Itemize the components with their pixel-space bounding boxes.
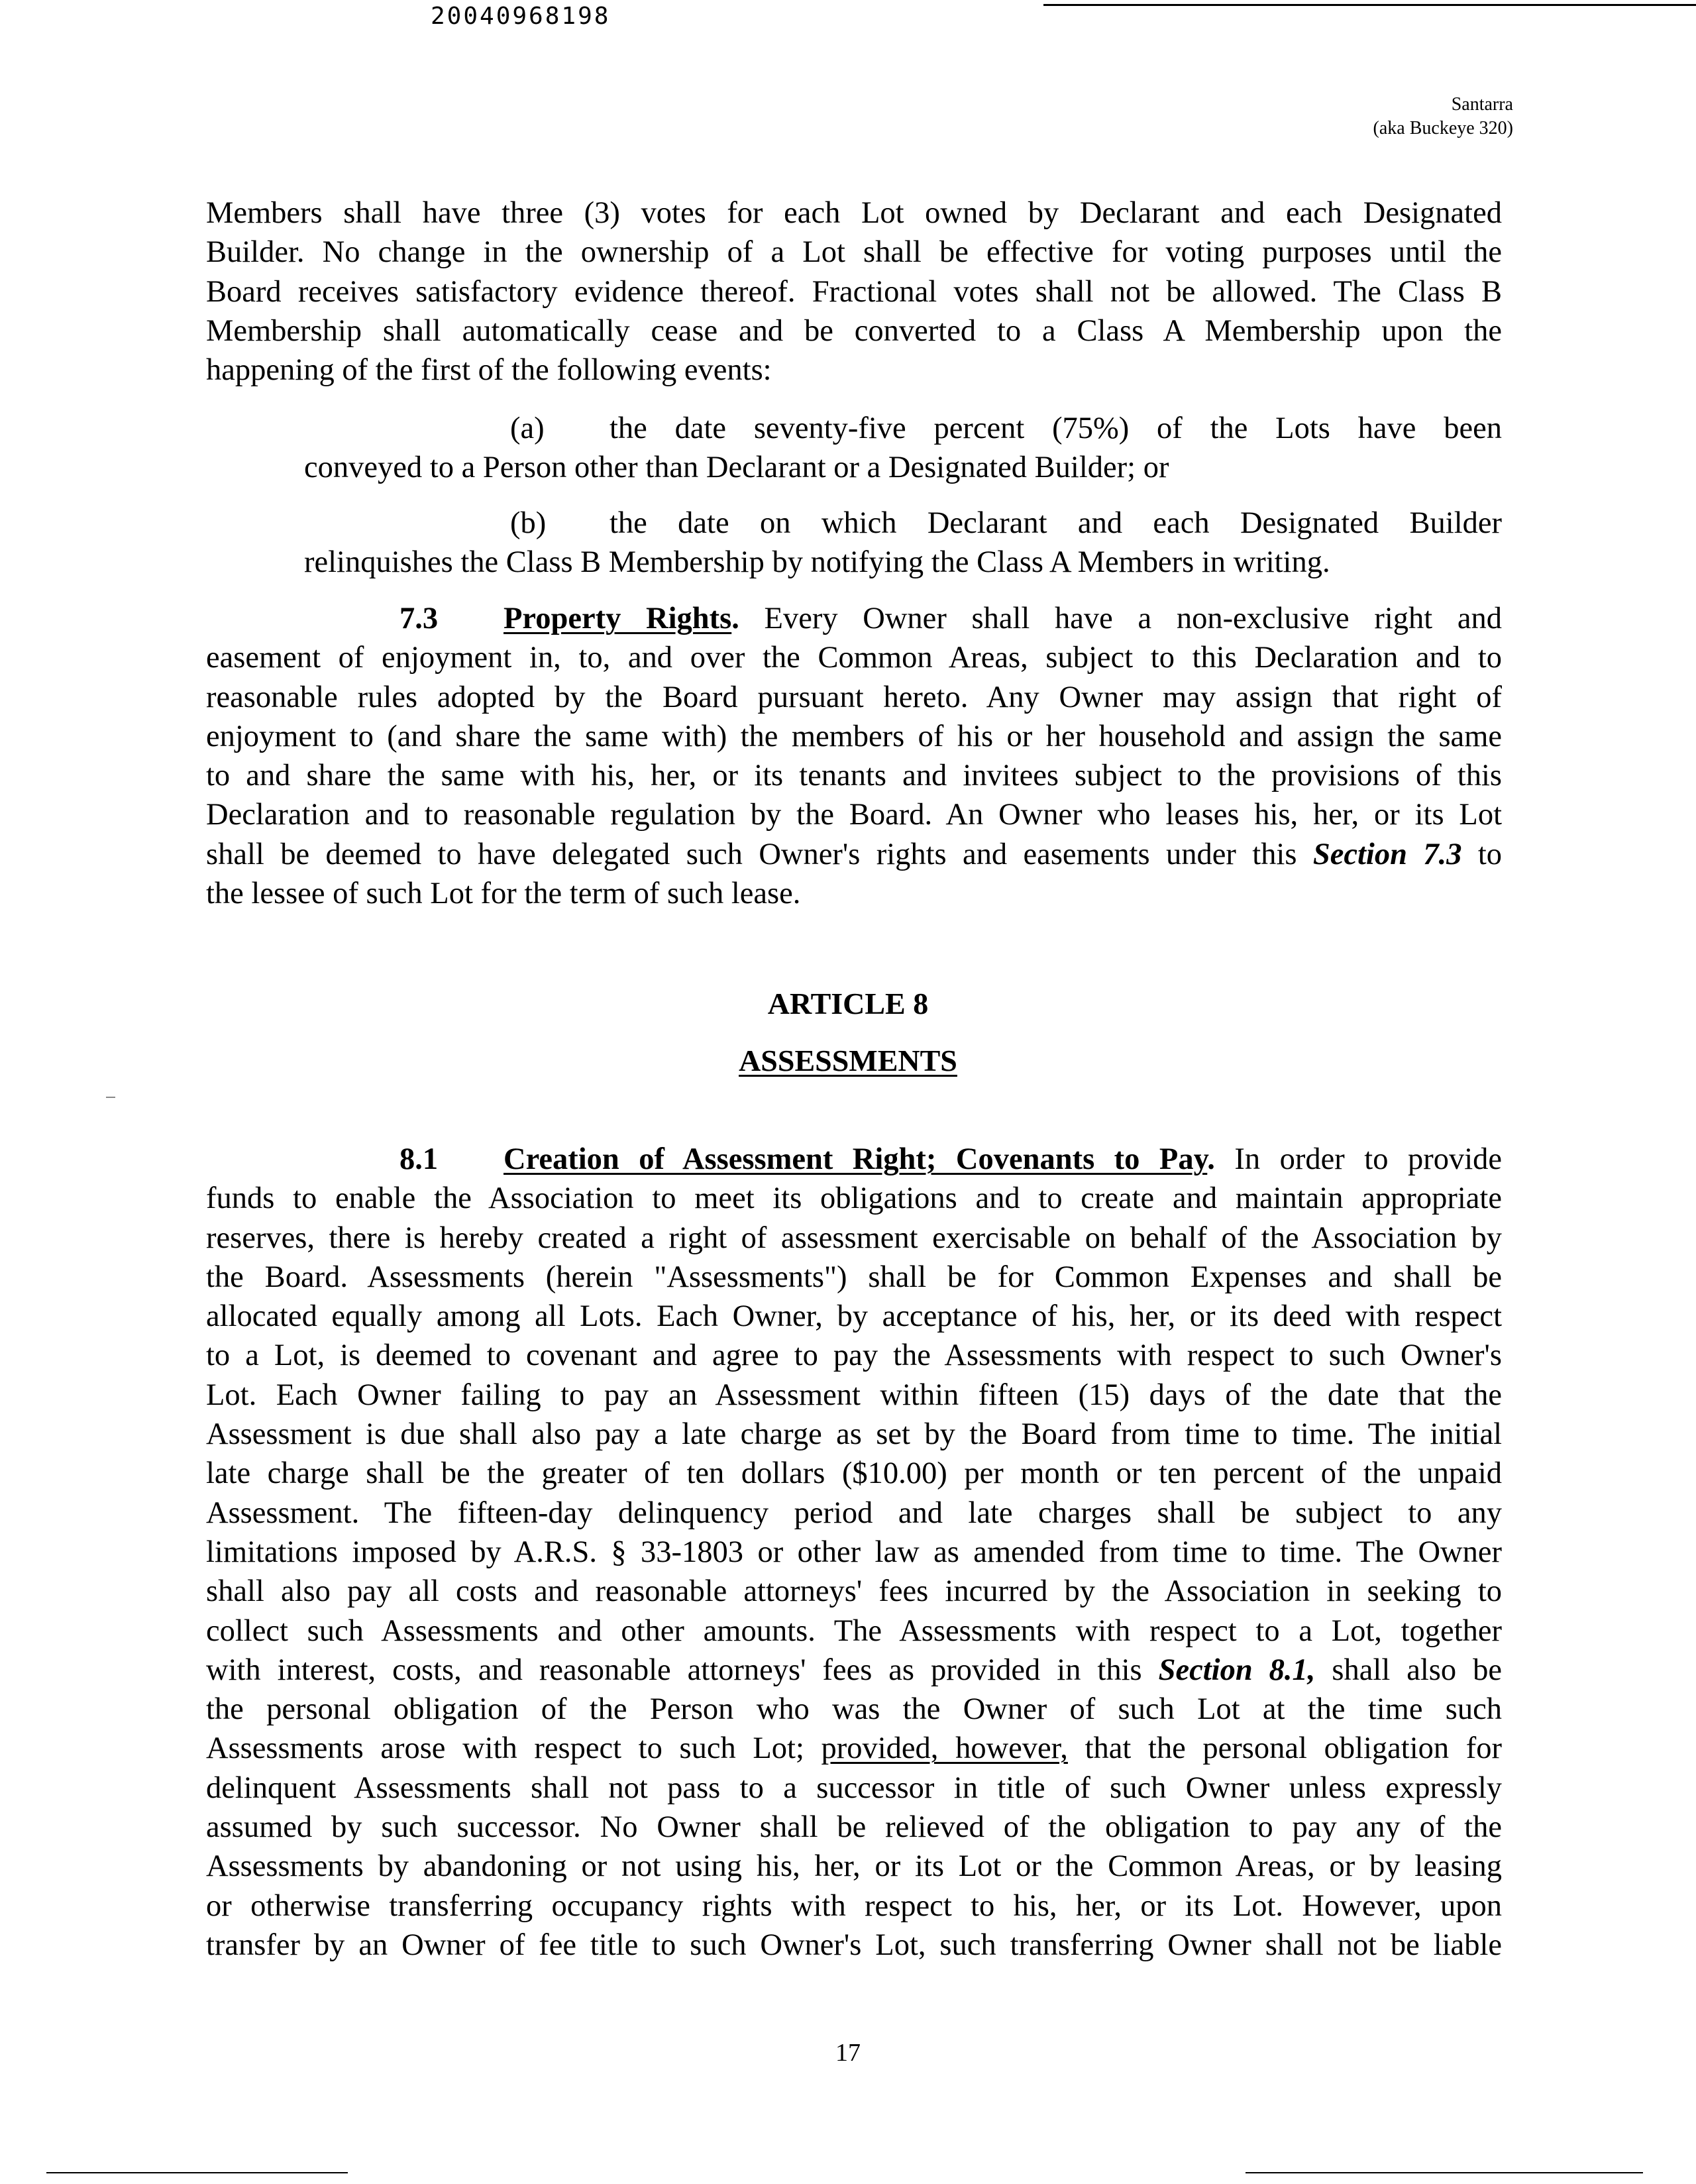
text-line: Assessments by abandoning or not using his, her, or its Lot or the Common Areas, or by leasing xyxy=(206,1849,1502,1884)
section-first-text: In order to provide xyxy=(1234,1142,1503,1176)
text-line: shall also pay all costs and reasonable attorneys' fees incurred by the Association in seeking to xyxy=(206,1574,1502,1609)
text-line: reserves, there is hereby created a right of assessment exercisable on behalf of the Association by xyxy=(206,1221,1502,1255)
text-line: enjoyment to (and share the same with) the members of his or her household and assign the same xyxy=(206,719,1502,753)
text-line: to a Lot, is deemed to covenant and agree to pay the Assessments with respect to such Owner's xyxy=(206,1338,1502,1373)
text-line: delinquent Assessments shall not pass to a successor in title of such Owner unless expressly xyxy=(206,1771,1502,1805)
text-line-with-proviso xyxy=(206,1729,1502,1768)
text-line: the personal obligation of the Person who was the Owner of such Lot at the time such xyxy=(206,1692,1502,1727)
section-number: 8.1 xyxy=(399,1142,439,1176)
text-line: funds to enable the Association to meet its obligations and to create and maintain appropriate xyxy=(206,1181,1502,1216)
text-line: Members shall have three (3) votes for each Lot owned by Declarant and each Designated xyxy=(206,196,1502,230)
list-item-text: the date on which Declarant and each Designated Builder xyxy=(610,506,1502,540)
list-item-label: (b) xyxy=(510,506,547,540)
bottom-rule xyxy=(1246,2172,1643,2173)
intro-paragraph xyxy=(206,193,1502,390)
document-number: 20040968198 xyxy=(431,3,611,30)
text-line: Assessment is due shall also pay a late charge as set by the Board from time to time. The initial xyxy=(206,1417,1502,1452)
text-line: the lessee of such Lot for the term of such lease. xyxy=(206,877,801,911)
text-segment: Assessments arose with respect to such Lot; xyxy=(206,1731,804,1766)
text-line-with-reference xyxy=(206,1651,1502,1690)
text-line: collect such Assessments and other amounts. The Assessments with respect to a Lot, together xyxy=(206,1613,1502,1648)
list-item-continuation: conveyed to a Person other than Declarant or a Designated Builder; or xyxy=(304,451,1169,485)
article-title-wrap xyxy=(0,1043,1696,1078)
list-item-b xyxy=(304,504,1502,582)
text-line: easement of enjoyment in, to, and over the Common Areas, subject to this Declaration and to xyxy=(206,641,1502,675)
text-line: Declaration and to reasonable regulation by the Board. An Owner who leases his, her, or its Lot xyxy=(206,798,1502,832)
text-line: reasonable rules adopted by the Board pursuant hereto. Any Owner may assign that right of xyxy=(206,680,1502,714)
article-number: ARTICLE 8 xyxy=(767,987,929,1020)
list-item-first-line xyxy=(304,409,1502,448)
text-line: late charge shall be the greater of ten dollars ($10.00) per month or ten percent of the unpaid xyxy=(206,1456,1502,1491)
proviso-term: provided, however, xyxy=(821,1731,1068,1766)
section-heading-line: 8.1 Creation of Assessment Right; Covenants to Pay. In order to provide xyxy=(206,1140,1502,1179)
text-segment: that the personal obligation for xyxy=(1085,1731,1502,1766)
header-project-aka: (aka Buckeye 320) xyxy=(1373,118,1513,138)
top-rule xyxy=(1043,4,1696,6)
text-line: Assessment. The fifteen-day delinquency period and late charges shall be subject to any xyxy=(206,1496,1502,1530)
text-line: Board receives satisfactory evidence thereof. Fractional votes shall not be allowed. The Class B xyxy=(206,274,1502,309)
text-line: limitations imposed by A.R.S. § 33-1803 or other law as amended from time to time. The Owner xyxy=(206,1535,1502,1569)
header-project-name: Santarra xyxy=(1451,94,1513,115)
text-segment: to xyxy=(1477,837,1503,871)
section-8-1 xyxy=(206,1140,1502,1965)
running-header xyxy=(1373,93,1513,140)
section-reference: Section 8.1, xyxy=(1158,1653,1316,1687)
page-number: 17 xyxy=(835,2039,861,2067)
section-title: Creation of Assessment Right; Covenants to Pay xyxy=(504,1142,1208,1176)
text-segment: with interest, costs, and reasonable attorneys' fees as provided in this xyxy=(206,1653,1142,1687)
section-reference: Section 7.3 xyxy=(1312,837,1462,871)
text-line: or otherwise transferring occupancy rights with respect to his, her, or its Lot. However, upon xyxy=(206,1888,1502,1923)
section-heading-line: 7.3 Property Rights. Every Owner shall have a non-exclusive right and xyxy=(206,599,1502,638)
text-line: the Board. Assessments (herein "Assessments") shall be for Common Expenses and shall be xyxy=(206,1260,1502,1294)
list-item-a xyxy=(304,409,1502,488)
section-7-3 xyxy=(206,599,1502,913)
text-line: allocated equally among all Lots. Each Owner, by acceptance of his, her, or its deed with respect xyxy=(206,1299,1502,1334)
text-line: assumed by such successor. No Owner shall be relieved of the obligation to pay any of the xyxy=(206,1810,1502,1845)
section-title: Property Rights xyxy=(504,602,732,635)
article-title: ASSESSMENTS xyxy=(739,1044,957,1077)
section-first-text: Every Owner shall have a non-exclusive right and xyxy=(764,602,1502,635)
text-line: happening of the first of the following events: xyxy=(206,353,772,388)
list-item-label: (a) xyxy=(510,411,545,445)
list-item-first-line xyxy=(304,504,1502,543)
text-segment: shall also be xyxy=(1332,1653,1503,1687)
text-line: Membership shall automatically cease and be converted to a Class A Membership upon the xyxy=(206,313,1502,348)
list-item-continuation: relinquishes the Class B Membership by notifying the Class A Members in writing. xyxy=(304,545,1330,580)
text-line: Lot. Each Owner failing to pay an Assessment within fifteen (15) days of the date that the xyxy=(206,1378,1502,1412)
margin-mark xyxy=(106,1097,115,1098)
text-line-with-reference xyxy=(206,835,1502,874)
section-number: 7.3 xyxy=(399,602,439,635)
text-line: Builder. No change in the ownership of a Lot shall be effective for voting purposes until the xyxy=(206,235,1502,270)
text-segment: shall be deemed to have delegated such Owner's rights and easements under this xyxy=(206,837,1297,871)
bottom-rule xyxy=(46,2172,348,2173)
text-line: transfer by an Owner of fee title to such Owner's Lot, such transferring Owner shall not be liable xyxy=(206,1928,1502,1962)
list-item-text: the date seventy-five percent (75%) of the Lots have been xyxy=(610,411,1502,445)
text-line: to and share the same with his, her, or its tenants and invitees subject to the provisions of this xyxy=(206,759,1502,793)
